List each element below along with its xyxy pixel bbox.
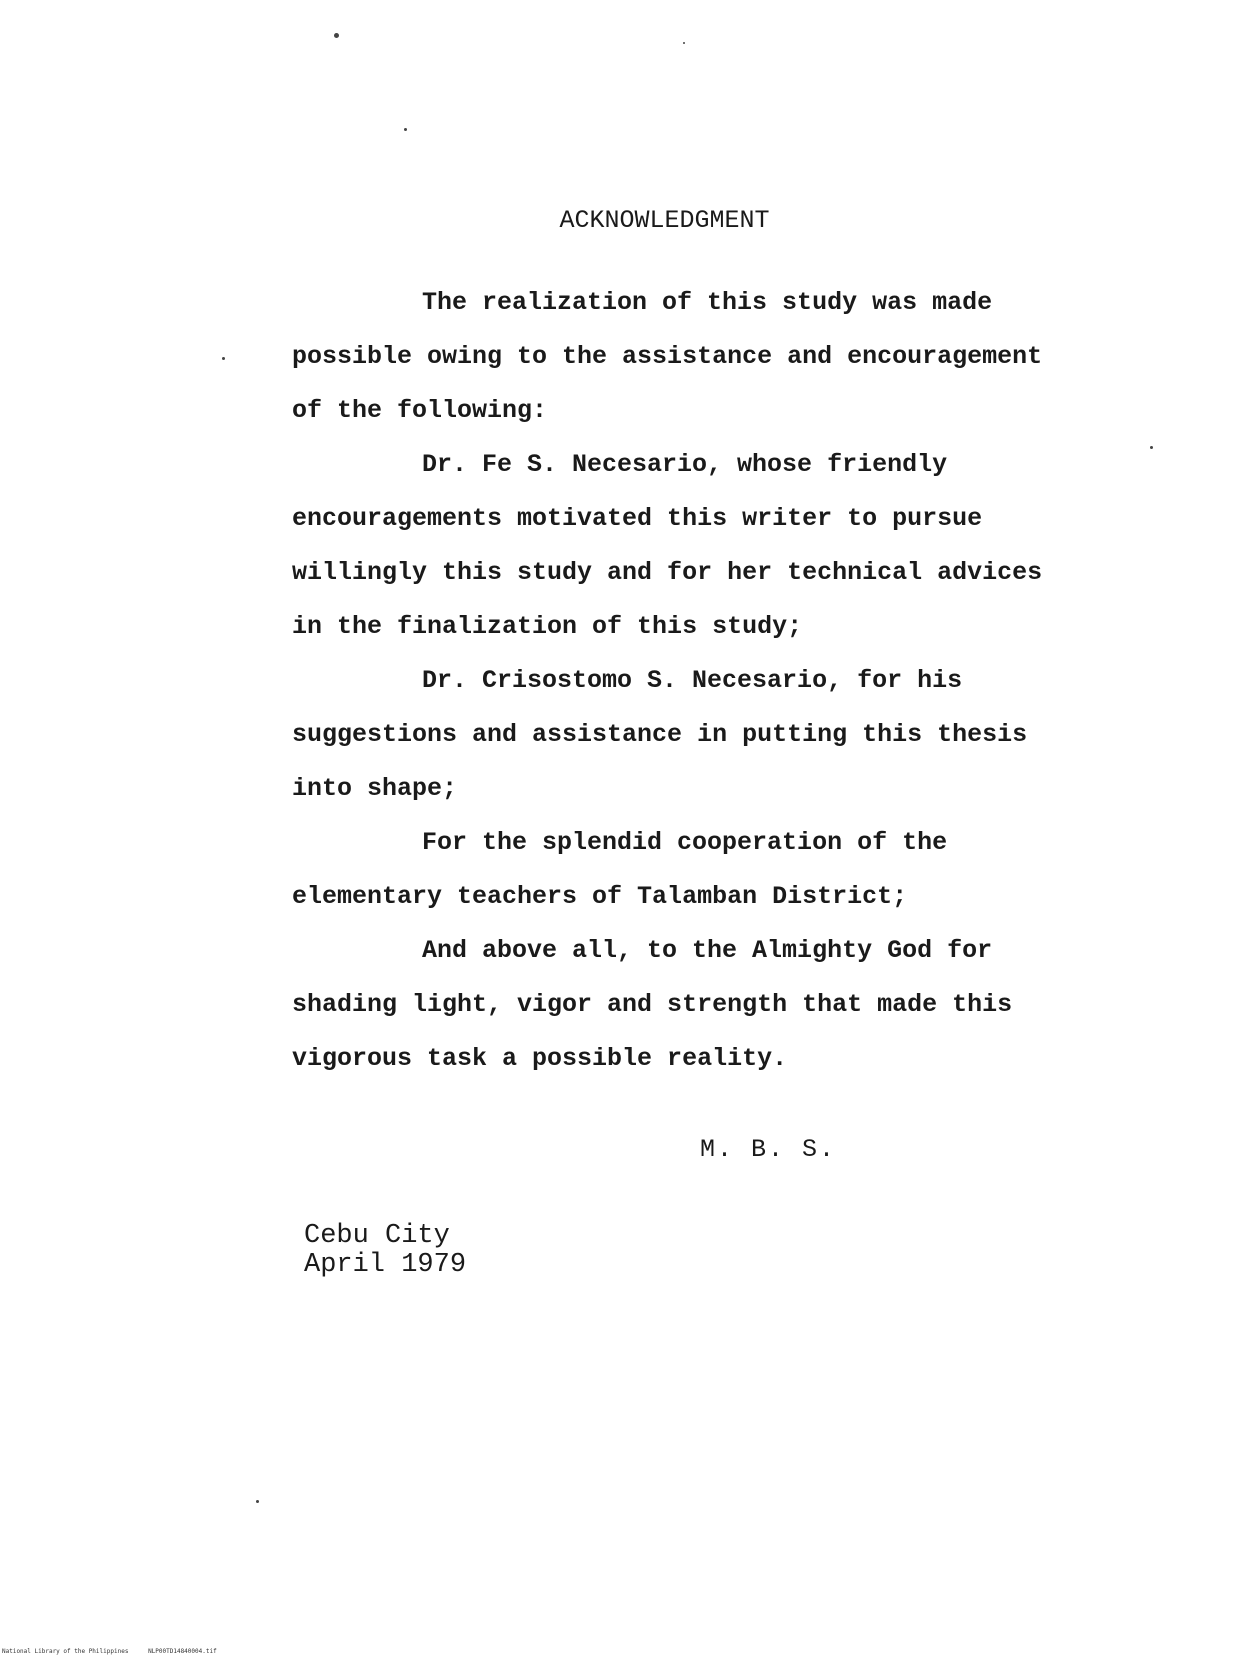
scan-speck <box>404 128 407 131</box>
scan-speck <box>334 33 339 38</box>
scan-speck <box>683 42 685 44</box>
date: April 1979 <box>304 1250 467 1280</box>
paragraph-intro: The realization of this study was made possible owing to the assistance and encouragement of the following: <box>292 288 1043 425</box>
scan-footer <box>2 1648 233 1656</box>
scan-speck <box>222 357 225 360</box>
footer-library: National Library of the Philippines <box>2 1648 129 1655</box>
footer-file: NLP00TD14840004.tif <box>148 1648 217 1655</box>
signature-initials: M. B. S. <box>700 1135 837 1164</box>
acknowledgment-body <box>292 276 1072 1086</box>
paragraph-fe-necesario: Dr. Fe S. Necesario, whose friendly encouragements motivated this writer to pursue willingly this study and for her technical advices in the finalization of this study; <box>292 450 1043 641</box>
paragraph-teachers: For the splendid cooperation of the elementary teachers of Talamban District; <box>292 828 948 911</box>
scan-speck <box>256 1500 259 1503</box>
paragraph-almighty-god: And above all, to the Almighty God for shading light, vigor and strength that made this vigorous task a possible reality. <box>292 936 1013 1073</box>
scan-speck <box>1150 446 1153 449</box>
page-title: ACKNOWLEDGMENT <box>559 206 770 235</box>
place: Cebu City <box>304 1221 450 1251</box>
place-date-block <box>304 1222 466 1280</box>
paragraph-crisostomo-necesario: Dr. Crisostomo S. Necesario, for his suggestions and assistance in putting this thesis into shape; <box>292 666 1028 803</box>
